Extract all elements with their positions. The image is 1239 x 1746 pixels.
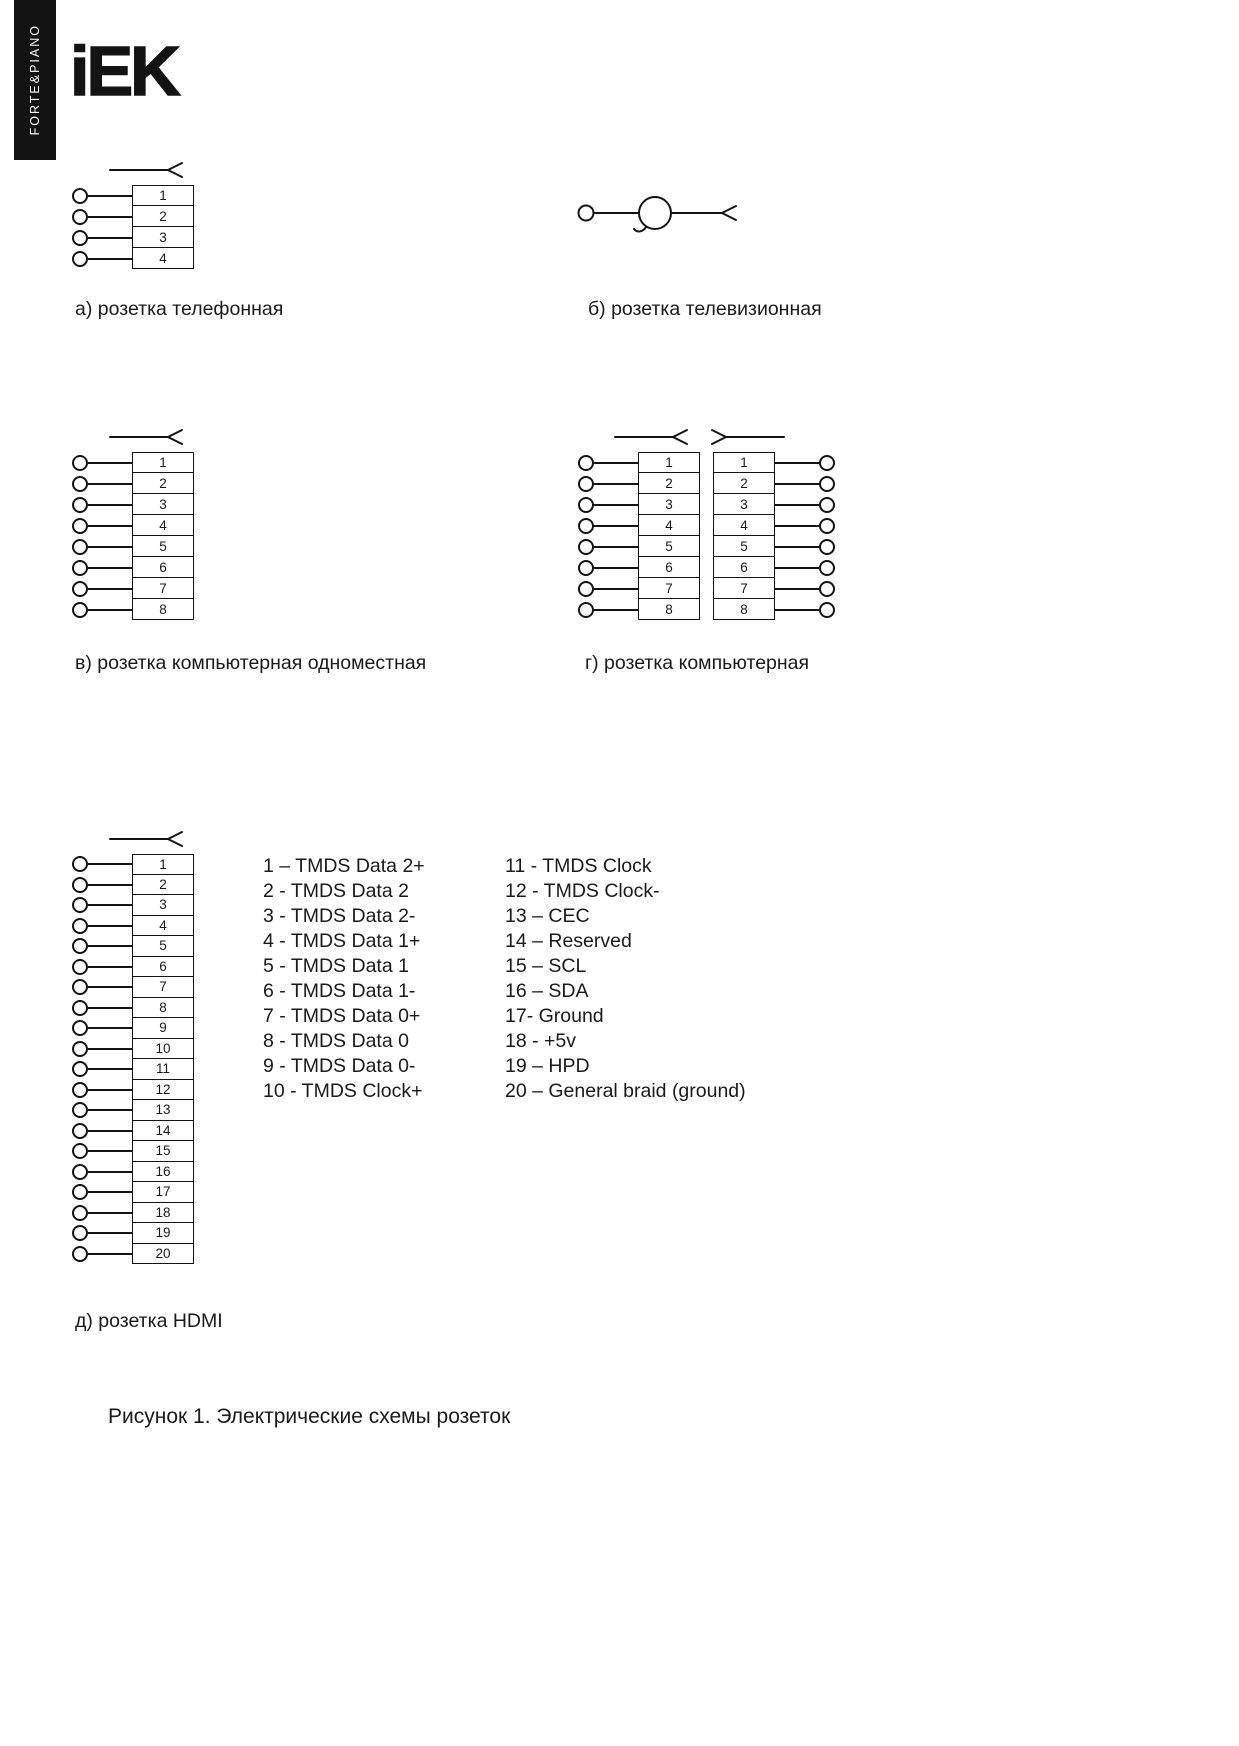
diagram-label-telephone: а) розетка телефонная xyxy=(75,298,284,320)
terminal-circle-icon xyxy=(72,1143,88,1159)
wire-line xyxy=(594,504,638,506)
pin-row xyxy=(72,916,194,937)
pin-row xyxy=(713,536,835,557)
pin-row xyxy=(72,1039,194,1060)
wire-line xyxy=(775,462,819,464)
pin-number: 5 xyxy=(638,536,700,557)
diagram-label-hdmi: д) розетка HDMI xyxy=(75,1310,223,1332)
pin-number: 5 xyxy=(132,936,194,957)
legend-line: 9 - TMDS Data 0- xyxy=(263,1055,416,1077)
wire-line xyxy=(88,483,132,485)
legend-line: 20 – General braid (ground) xyxy=(505,1080,746,1102)
pin-number: 4 xyxy=(638,515,700,536)
wire-line xyxy=(775,546,819,548)
terminal-circle-icon xyxy=(72,581,88,597)
wire-line xyxy=(594,525,638,527)
terminal-circle-icon xyxy=(72,497,88,513)
terminal-circle-icon xyxy=(819,497,835,513)
wire-line xyxy=(88,1007,132,1009)
wire-line xyxy=(88,1253,132,1255)
pin-number: 19 xyxy=(132,1223,194,1244)
pin-row xyxy=(72,248,194,269)
terminal-circle-icon xyxy=(578,539,594,555)
pin-row xyxy=(713,494,835,515)
terminal-circle-icon xyxy=(72,1020,88,1036)
pin-row xyxy=(72,1162,194,1183)
tv-socket-symbol-icon xyxy=(576,191,744,235)
wire-line xyxy=(88,504,132,506)
diagram-label-computer-double: г) розетка компьютерная xyxy=(585,652,810,674)
telephone-socket-diagram xyxy=(72,185,194,269)
pin-row xyxy=(713,557,835,578)
wire-line xyxy=(88,1130,132,1132)
wire-line xyxy=(775,483,819,485)
legend-line: 7 - TMDS Data 0+ xyxy=(263,1005,421,1027)
legend-line: 18 - +5v xyxy=(505,1030,577,1052)
terminal-circle-icon xyxy=(72,209,88,225)
pin-number: 7 xyxy=(713,578,775,599)
wire-line xyxy=(88,195,132,197)
pin-number: 1 xyxy=(132,452,194,473)
wire-line xyxy=(88,945,132,947)
legend-line: 10 - TMDS Clock+ xyxy=(263,1080,423,1102)
terminal-circle-icon xyxy=(72,188,88,204)
wire-line xyxy=(88,925,132,927)
terminal-circle-icon xyxy=(72,602,88,618)
legend-line: 4 - TMDS Data 1+ xyxy=(263,930,421,952)
terminal-circle-icon xyxy=(72,1184,88,1200)
pin-row xyxy=(72,1080,194,1101)
pin-number: 7 xyxy=(132,977,194,998)
legend-line: 1 – TMDS Data 2+ xyxy=(263,855,425,877)
pin-row xyxy=(72,578,194,599)
pin-number: 4 xyxy=(132,916,194,937)
pin-row xyxy=(72,557,194,578)
figure-caption: Рисунок 1. Электрические схемы розеток xyxy=(108,1405,511,1428)
computer-socket-left-diagram xyxy=(578,452,700,620)
pin-row xyxy=(72,1018,194,1039)
pin-row xyxy=(72,494,194,515)
pin-row xyxy=(72,998,194,1019)
terminal-circle-icon xyxy=(72,518,88,534)
pin-row xyxy=(72,1121,194,1142)
terminal-circle-icon xyxy=(72,1225,88,1241)
legend-line: 8 - TMDS Data 0 xyxy=(263,1030,409,1052)
terminal-circle-icon xyxy=(72,1246,88,1262)
iek-logo: iEK xyxy=(70,32,178,110)
pin-row xyxy=(72,936,194,957)
wire-line xyxy=(88,609,132,611)
pin-row xyxy=(713,599,835,620)
diagram-label-computer-single: в) розетка компьютерная одноместная xyxy=(75,652,427,674)
pin-number: 7 xyxy=(638,578,700,599)
pin-row xyxy=(713,515,835,536)
terminal-circle-icon xyxy=(819,581,835,597)
terminal-circle-icon xyxy=(819,518,835,534)
wire-line xyxy=(88,904,132,906)
terminal-circle-icon xyxy=(578,476,594,492)
pin-row xyxy=(72,1182,194,1203)
pin-row xyxy=(713,452,835,473)
pin-row xyxy=(72,599,194,620)
wire-line xyxy=(88,1109,132,1111)
pin-number: 5 xyxy=(713,536,775,557)
pin-number: 12 xyxy=(132,1080,194,1101)
pin-row xyxy=(72,1141,194,1162)
wire-line xyxy=(88,588,132,590)
wire-line xyxy=(88,1191,132,1193)
wire-line xyxy=(88,525,132,527)
pin-row xyxy=(72,977,194,998)
legend-line: 12 - TMDS Clock- xyxy=(505,880,660,902)
terminal-circle-icon xyxy=(72,877,88,893)
pin-number: 2 xyxy=(132,473,194,494)
pin-number: 4 xyxy=(132,248,194,269)
pin-row xyxy=(578,473,700,494)
terminal-circle-icon xyxy=(72,251,88,267)
pin-number: 17 xyxy=(132,1182,194,1203)
pin-number: 2 xyxy=(638,473,700,494)
terminal-circle-icon xyxy=(578,518,594,534)
pin-number: 3 xyxy=(638,494,700,515)
pin-row xyxy=(72,473,194,494)
wire-line xyxy=(88,258,132,260)
legend-line: 16 – SDA xyxy=(505,980,589,1002)
pin-number: 3 xyxy=(132,895,194,916)
terminal-circle-icon xyxy=(578,602,594,618)
pin-row xyxy=(72,1203,194,1224)
wire-line xyxy=(88,863,132,865)
terminal-circle-icon xyxy=(72,1082,88,1098)
computer-socket-right-diagram xyxy=(713,452,835,620)
pin-row xyxy=(578,494,700,515)
terminal-circle-icon xyxy=(72,476,88,492)
pin-number: 11 xyxy=(132,1059,194,1080)
terminal-circle-icon xyxy=(819,476,835,492)
pin-number: 20 xyxy=(132,1244,194,1265)
legend-line: 5 - TMDS Data 1 xyxy=(263,955,409,977)
pin-row xyxy=(578,578,700,599)
computer-socket-single-diagram xyxy=(72,452,194,620)
pin-row xyxy=(72,515,194,536)
plug-symbol-mirrored-icon xyxy=(708,426,786,448)
terminal-circle-icon xyxy=(819,560,835,576)
pin-number: 2 xyxy=(132,206,194,227)
terminal-circle-icon xyxy=(819,539,835,555)
pin-row xyxy=(72,1100,194,1121)
terminal-circle-icon xyxy=(819,602,835,618)
wire-line xyxy=(775,567,819,569)
pin-number: 6 xyxy=(132,957,194,978)
pin-row xyxy=(72,185,194,206)
terminal-circle-icon xyxy=(72,455,88,471)
wire-line xyxy=(594,567,638,569)
pin-row xyxy=(72,536,194,557)
wire-line xyxy=(775,609,819,611)
terminal-circle-icon xyxy=(72,938,88,954)
legend-line: 6 - TMDS Data 1- xyxy=(263,980,416,1002)
terminal-circle-icon xyxy=(72,959,88,975)
terminal-circle-icon xyxy=(72,230,88,246)
legend-line: 2 - TMDS Data 2 xyxy=(263,880,409,902)
terminal-circle-icon xyxy=(72,1102,88,1118)
pin-number: 3 xyxy=(713,494,775,515)
pin-row xyxy=(72,957,194,978)
wire-line xyxy=(775,504,819,506)
pin-number: 1 xyxy=(132,185,194,206)
terminal-circle-icon xyxy=(578,560,594,576)
brand-series-label: FORTE&PIANO xyxy=(28,24,42,136)
pin-number: 10 xyxy=(132,1039,194,1060)
terminal-circle-icon xyxy=(72,1061,88,1077)
wire-line xyxy=(88,1089,132,1091)
legend-line: 15 – SCL xyxy=(505,955,587,977)
pin-number: 4 xyxy=(132,515,194,536)
pin-number: 3 xyxy=(132,227,194,248)
pin-row xyxy=(72,227,194,248)
legend-line: 11 - TMDS Clock xyxy=(505,855,652,877)
plug-symbol-icon xyxy=(108,159,186,181)
wire-line xyxy=(594,462,638,464)
terminal-circle-icon xyxy=(72,539,88,555)
pin-number: 6 xyxy=(132,557,194,578)
wire-line xyxy=(88,966,132,968)
pin-row xyxy=(72,206,194,227)
pin-number: 6 xyxy=(638,557,700,578)
terminal-circle-icon xyxy=(72,1123,88,1139)
wire-line xyxy=(88,462,132,464)
pin-row xyxy=(72,1059,194,1080)
terminal-circle-icon xyxy=(578,455,594,471)
pin-row xyxy=(72,1223,194,1244)
pin-row xyxy=(72,854,194,875)
pin-number: 3 xyxy=(132,494,194,515)
terminal-circle-icon xyxy=(819,455,835,471)
terminal-circle-icon xyxy=(578,581,594,597)
wire-line xyxy=(594,588,638,590)
wire-line xyxy=(88,1048,132,1050)
pin-number: 8 xyxy=(638,599,700,620)
pin-number: 18 xyxy=(132,1203,194,1224)
terminal-circle-icon xyxy=(72,979,88,995)
terminal-circle-icon xyxy=(72,856,88,872)
wire-line xyxy=(775,588,819,590)
pin-row xyxy=(578,452,700,473)
legend-line: 19 – HPD xyxy=(505,1055,590,1077)
terminal-circle-icon xyxy=(72,1041,88,1057)
plug-symbol-icon xyxy=(108,426,186,448)
legend-line: 14 – Reserved xyxy=(505,930,632,952)
pin-row xyxy=(578,515,700,536)
legend-line: 13 – CEC xyxy=(505,905,590,927)
terminal-circle-icon xyxy=(578,497,594,513)
terminal-circle-icon xyxy=(72,897,88,913)
pin-row xyxy=(72,875,194,896)
wire-line xyxy=(88,884,132,886)
wire-line xyxy=(88,216,132,218)
wire-line xyxy=(775,525,819,527)
pin-number: 8 xyxy=(713,599,775,620)
legend-line: 17- Ground xyxy=(505,1005,604,1027)
pin-number: 14 xyxy=(132,1121,194,1142)
pin-row xyxy=(713,473,835,494)
terminal-circle-icon xyxy=(72,918,88,934)
hdmi-legend-column-2 xyxy=(505,855,746,1105)
terminal-circle-icon xyxy=(72,560,88,576)
terminal-circle-icon xyxy=(72,1205,88,1221)
hdmi-legend-column-1 xyxy=(263,855,425,1105)
wire-line xyxy=(88,1068,132,1070)
wire-line xyxy=(88,567,132,569)
diagram-label-tv: б) розетка телевизионная xyxy=(588,298,822,320)
pin-number: 8 xyxy=(132,599,194,620)
pin-row xyxy=(578,536,700,557)
wire-line xyxy=(88,546,132,548)
wire-line xyxy=(88,1232,132,1234)
pin-row xyxy=(72,1244,194,1265)
pin-number: 1 xyxy=(638,452,700,473)
wire-line xyxy=(88,1150,132,1152)
pin-number: 7 xyxy=(132,578,194,599)
pin-number: 4 xyxy=(713,515,775,536)
wire-line xyxy=(88,1212,132,1214)
pin-row xyxy=(578,557,700,578)
hdmi-socket-diagram xyxy=(72,854,194,1264)
pin-number: 8 xyxy=(132,998,194,1019)
pin-number: 9 xyxy=(132,1018,194,1039)
wire-line xyxy=(594,546,638,548)
legend-line: 3 - TMDS Data 2- xyxy=(263,905,416,927)
terminal-circle-icon xyxy=(72,1164,88,1180)
pin-number: 1 xyxy=(713,452,775,473)
wire-line xyxy=(88,237,132,239)
wire-line xyxy=(88,1171,132,1173)
pin-row xyxy=(72,452,194,473)
pin-row xyxy=(72,895,194,916)
brand-sidebar xyxy=(14,0,56,160)
pin-number: 1 xyxy=(132,854,194,875)
plug-symbol-icon xyxy=(613,426,691,448)
pin-number: 2 xyxy=(713,473,775,494)
pin-number: 6 xyxy=(713,557,775,578)
plug-symbol-icon xyxy=(108,828,186,850)
pin-row xyxy=(578,599,700,620)
wire-line xyxy=(594,483,638,485)
terminal-circle-icon xyxy=(72,1000,88,1016)
pin-number: 5 xyxy=(132,536,194,557)
wire-line xyxy=(88,1027,132,1029)
pin-number: 2 xyxy=(132,875,194,896)
pin-number: 15 xyxy=(132,1141,194,1162)
wire-line xyxy=(594,609,638,611)
pin-row xyxy=(713,578,835,599)
pin-number: 16 xyxy=(132,1162,194,1183)
pin-number: 13 xyxy=(132,1100,194,1121)
wire-line xyxy=(88,986,132,988)
